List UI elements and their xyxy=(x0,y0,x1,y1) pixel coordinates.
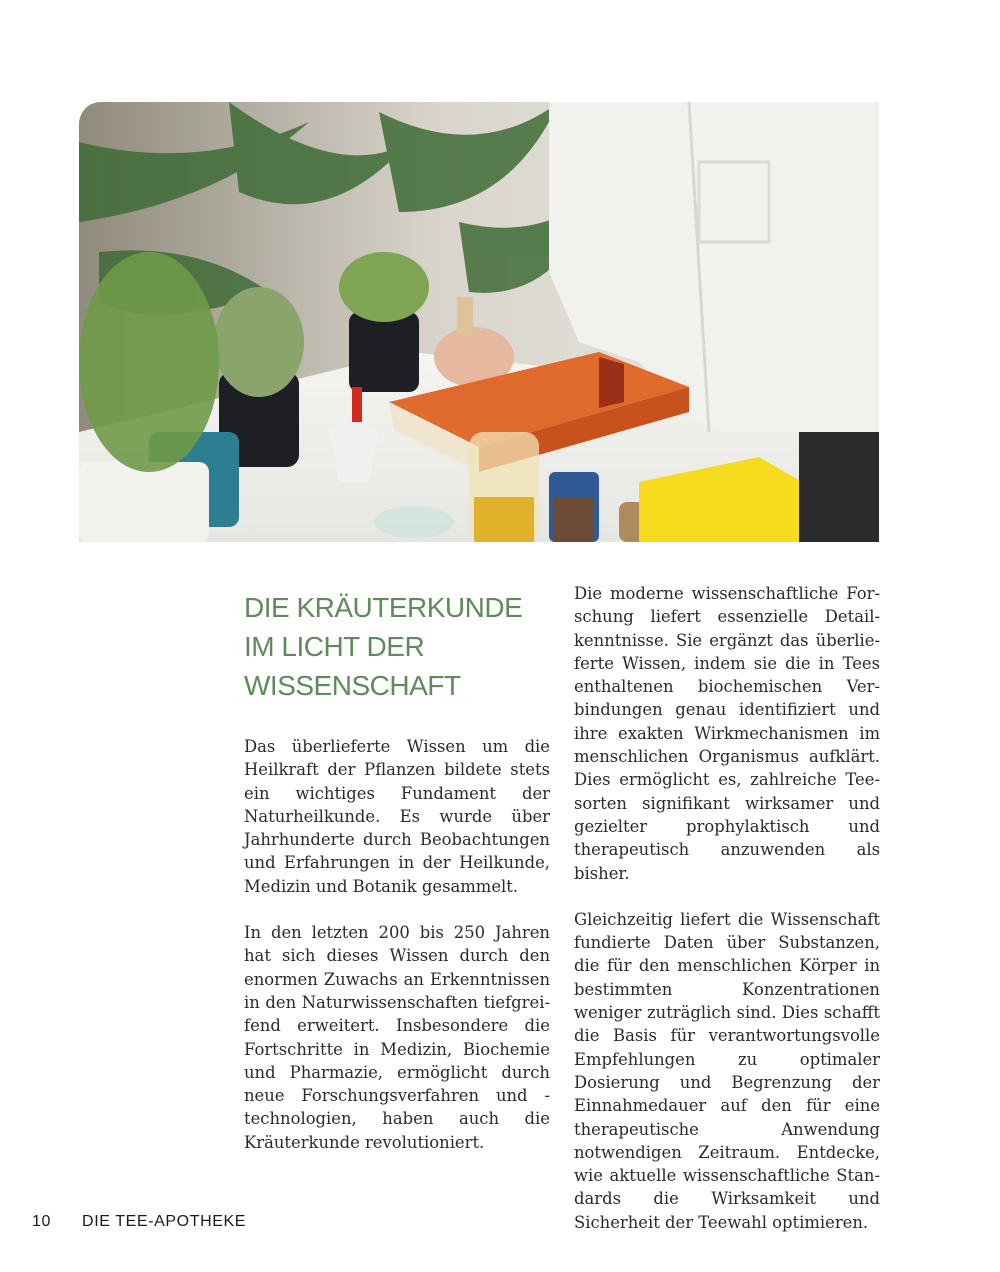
article-heading xyxy=(244,588,550,705)
header-photo xyxy=(79,102,879,542)
article-left-column xyxy=(244,588,550,1177)
heading-line: IM LICHT DER xyxy=(244,631,425,662)
page-footer xyxy=(32,1213,246,1231)
heading-line: DIE KRÄUTERKUNDE xyxy=(244,592,523,623)
heading-line: WISSENSCHAFT xyxy=(244,670,461,701)
article-right-column xyxy=(574,582,880,1257)
lab-herbs-photo-icon xyxy=(79,102,879,542)
running-title: DIE TEE-APOTHEKE xyxy=(82,1213,247,1230)
page-number: 10 xyxy=(32,1213,51,1230)
paragraph: Die moderne wissenschaftliche Forschung liefert essenzielle Detailkenntnisse. Sie ergänzt das überlieferte Wissen, indem sie die in Tees enthaltenen biochemischen Verbindungen genau identifiziert und ihre exakten Wirkmechanismen im menschlichen Organismus aufklärt. Dies ermöglicht es, zahlreiche Teesorten signifikant wirksamer und gezielter prophylaktisch und therapeutisch anzuwenden als bisher. xyxy=(574,584,880,883)
paragraph: Das überlieferte Wissen um die Heilkraft der Pflanzen bildete stets ein wichtiges Fundament der Naturheilkunde. Es wurde über Jahrhunderte durch Beobachtungen und Erfahrungen in der Heilkunde, Medizin und Botanik gesammelt. xyxy=(244,737,550,896)
paragraph: Gleichzeitig liefert die Wissenschaft fundierte Daten über Substanzen, die für den menschlichen Körper in bestimmten Konzentrationen weniger zuträglich sind. Dies schafft die Basis für verantwortungsvolle Empfehlungen zu optimaler Dosierung und Begrenzung der Einnahmedauer auf den für eine therapeutische Anwendung notwendigen Zeitraum. Entdecke, wie aktuelle wissenschaftliche Standards die Wirksamkeit und Sicherheit der Teewahl optimieren. xyxy=(574,909,880,1232)
paragraph: In den letzten 200 bis 250 Jahren hat sich dieses Wissen durch den enormen Zuwachs an Erkenntnissen in den Naturwissenschaften tiefgreifend erweitert. Insbesondere die Fortschritte in Medizin, Biochemie und Pharmazie, ermöglicht durch neue Forschungsverfahren und -technologien, haben auch die Kräuterkunde revolutioniert. xyxy=(244,923,550,1152)
